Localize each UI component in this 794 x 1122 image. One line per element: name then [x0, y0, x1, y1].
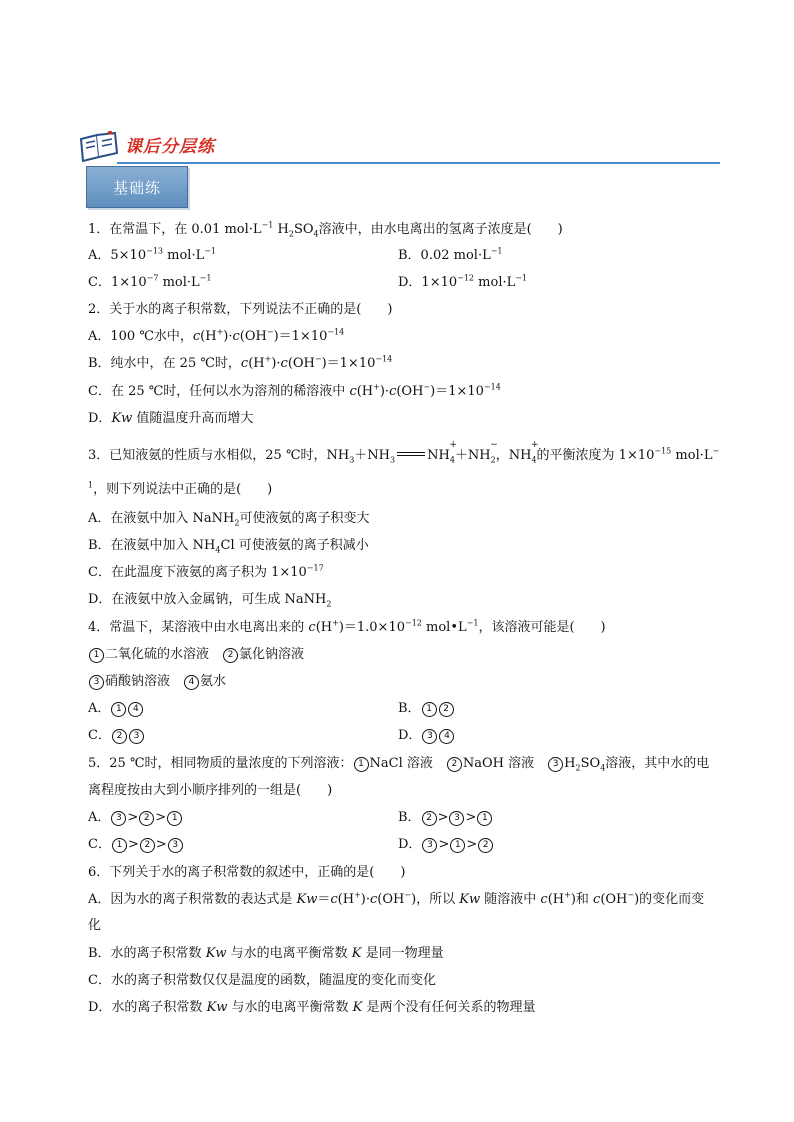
header-divider — [117, 162, 720, 164]
section-label: 基础练 — [112, 179, 161, 197]
q5-option-a[interactable]: A． 3 > 2 > 1 — [88, 810, 183, 826]
q1-option-c[interactable]: C．$1\times 10^{-7}$ $mol\cdot L^{-1}$ — [88, 273, 212, 290]
q4-option-a[interactable]: A． 1 4 — [88, 701, 144, 717]
page-header — [77, 128, 723, 166]
equilibrium-arrow-icon — [397, 452, 425, 456]
q2-option-d[interactable]: D．Kw 值随温度升高而增大 — [88, 411, 254, 426]
q3-option-d[interactable]: D．在液氨中放入金属钠，可生成 NaNH$_2$ — [88, 592, 332, 609]
q6-option-d[interactable]: D．水的离子积常数 Kw 与水的电离平衡常数 K 是两个没有任何关系的物理量 — [88, 1000, 536, 1015]
q4-items-row2: 3 硝酸钠溶液 4 氨水 — [88, 674, 226, 690]
q4-stem: 4．常温下，某溶液中由水电离出来的 $c(H^+)=1.0\times 10^{-12}$ $mol•L^{-1}$，该溶液可能是( ) — [88, 618, 606, 635]
q5-option-d[interactable]: D． 3 > 1 > 2 — [398, 837, 494, 853]
q4-option-d[interactable]: D． 3 4 — [398, 728, 455, 744]
q1-option-d[interactable]: D．$1\times 10^{-12}$ $mol\cdot L^{-1}$ — [398, 273, 528, 290]
q4-items-row1: 1 二氧化硫的水溶液 2 氯化钠溶液 — [88, 647, 304, 663]
q3-stem-line1: 3．已知液氨的性质与水相似，25 ℃时，$NH_3+NH_3$ $NH_4$ + $+NH_2$ − ，$NH_4$ + 的平衡浓度为 $1\times 10^{-15}$ mol·L− — [88, 440, 720, 465]
q5-option-c[interactable]: C． 1 > 2 > 3 — [88, 837, 184, 853]
q4-option-c[interactable]: C． 2 3 — [88, 728, 145, 744]
q5-option-b[interactable]: B． 2 > 3 > 1 — [398, 810, 493, 826]
q1-option-a[interactable]: A．$5\times 10^{-13}$ $mol\cdot L^{-1}$ — [88, 246, 217, 263]
book-icon — [77, 131, 121, 163]
q1-stem: 1．在常温下，在 0.01 $mol\cdot L^{-1}$ $H_2SO_4$溶液中，由水电离出的氢离子浓度是( ) — [88, 220, 563, 239]
q2-option-a[interactable]: A．100 ℃水中，$c(H^+)\cdot c(OH^-)=1\times 10^{-14}$ — [88, 327, 345, 344]
section-badge — [86, 166, 188, 208]
q3-option-a[interactable]: A．在液氨中加入 NaNH$_2$可使液氨的离子积变大 — [88, 511, 370, 528]
q6-option-a-cont: 化 — [88, 918, 102, 933]
q6-option-c[interactable]: C．水的离子积常数仅仅是温度的函数，随温度的变化而变化 — [88, 973, 436, 988]
q2-option-b[interactable]: B．纯水中，在 25 ℃时，$c(H^+)\cdot c(OH^-)=1\times 10^{-14}$ — [88, 354, 393, 371]
q6-stem: 6．下列关于水的离子积常数的叙述中，正确的是( ) — [88, 865, 406, 880]
q6-option-a[interactable]: A．因为水的离子积常数的表达式是 Kw＝c(H+)·c(OH−)，所以 Kw 随溶液中 c(H+)和 c(OH−)的变化而变 — [88, 890, 705, 907]
q3-stem-line2: $^1$，则下列说法中正确的是( ) — [88, 480, 273, 497]
header-title: 课后分层练 — [125, 137, 215, 157]
q4-option-b[interactable]: B． 1 2 — [398, 701, 455, 717]
q6-option-b[interactable]: B．水的离子积常数 Kw 与水的电离平衡常数 K 是同一物理量 — [88, 946, 444, 961]
q1-option-b[interactable]: B．0.02 $mol\cdot L^{-1}$ — [398, 246, 503, 263]
q3-option-c[interactable]: C．在此温度下液氨的离子积为 $1\times 10^{-17}$ — [88, 563, 324, 580]
q2-option-c[interactable]: C．在 25 ℃时，任何以水为溶剂的稀溶液中 $c(H^+)\cdot c(OH^-)=1\times 10^{-14}$ — [88, 382, 501, 399]
q5-stem-line2: 离程度按由大到小顺序排列的一组是( ) — [88, 783, 333, 798]
q5-stem-line1: 5．25 ℃时，相同物质的量浓度的下列溶液： 1 NaCl 溶液 2 NaOH 溶液 3 $H_2SO_4$溶液，其中水的电 — [88, 756, 710, 773]
q3-option-b[interactable]: B．在液氨中加入 $NH_4Cl$ 可使液氨的离子积减小 — [88, 538, 369, 555]
q2-stem: 2．关于水的离子积常数，下列说法不正确的是( ) — [88, 302, 393, 317]
